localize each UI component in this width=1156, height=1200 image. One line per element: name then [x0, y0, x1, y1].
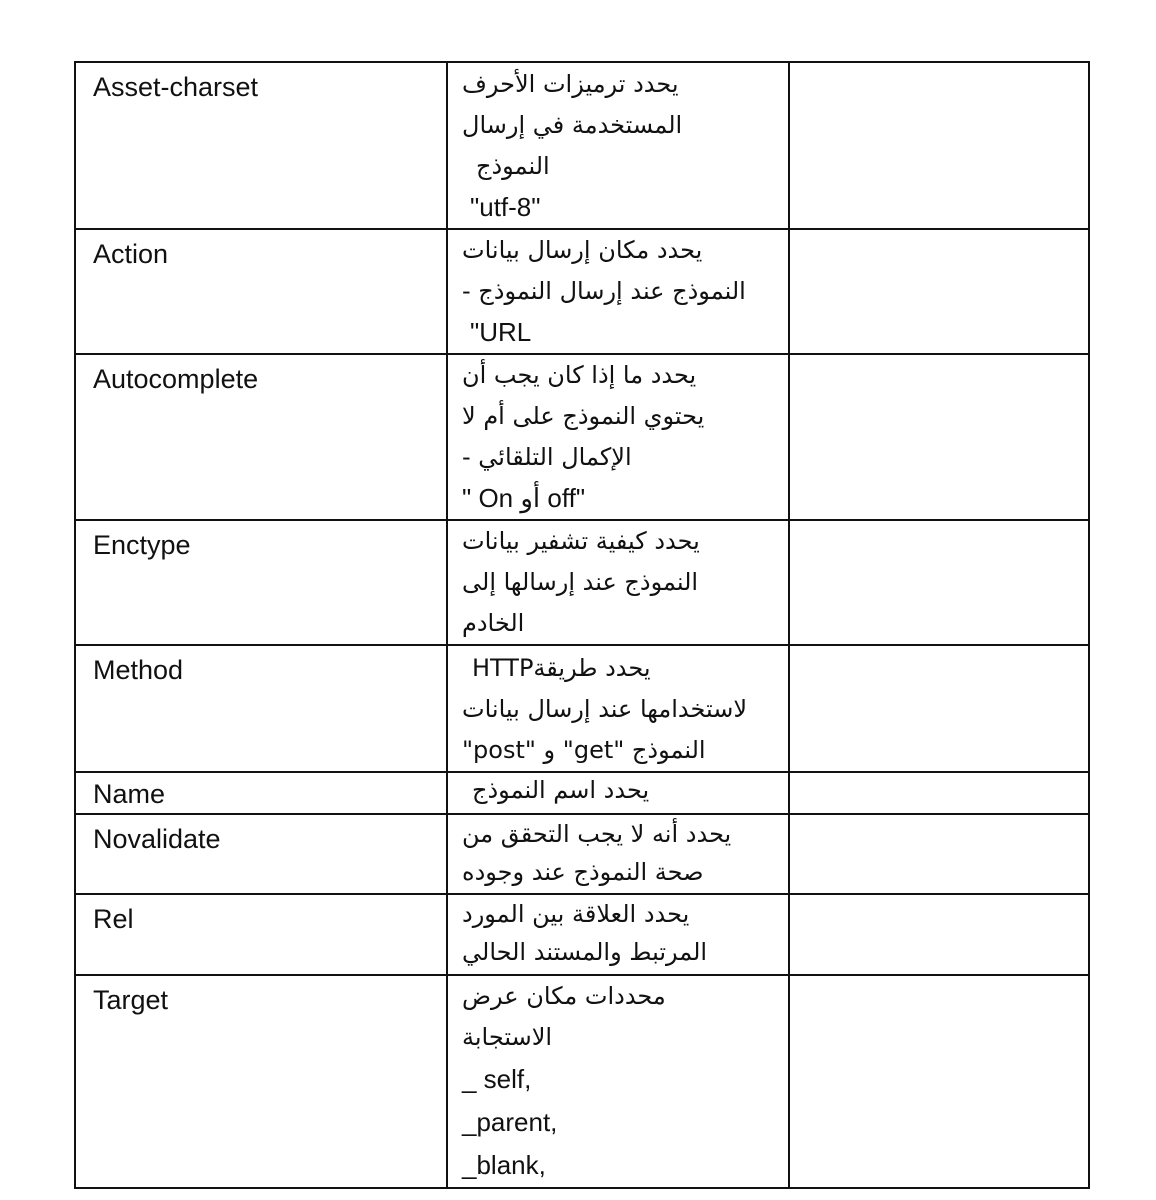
description-line: "URL: [470, 317, 532, 347]
description-line: المستخدمة في إرسال: [462, 111, 683, 139]
description-line: لاستخدامها عند إرسال بيانات: [462, 695, 748, 723]
description-line: المرتبط والمستند الحالي: [462, 938, 708, 966]
attribute-name: Name: [93, 779, 166, 809]
attribute-description-cell: [447, 814, 789, 894]
description-line: _blank,: [462, 1150, 546, 1180]
attribute-name: Target: [93, 985, 169, 1015]
attribute-name-cell: [75, 354, 447, 520]
attribute-name: Rel: [93, 904, 134, 934]
description-line: الخادم: [462, 609, 525, 637]
attribute-description-cell: [447, 520, 789, 645]
attribute-name-cell: [75, 645, 447, 772]
attribute-name: Autocomplete: [93, 364, 259, 394]
attribute-name: Asset-charset: [93, 72, 259, 102]
attribute-description-cell: [447, 229, 789, 354]
empty-cell: [789, 645, 1089, 772]
description-line: _parent,: [462, 1107, 558, 1137]
description-line: النموذج عند إرسال النموذج -: [462, 277, 746, 305]
attribute-description-cell: [447, 62, 789, 229]
description-line: الإكمال التلقائي -: [462, 443, 632, 471]
table-row: [75, 894, 1089, 975]
description-line: "utf-8": [470, 192, 541, 222]
attribute-name-cell: [75, 814, 447, 894]
attribute-name-cell: [75, 229, 447, 354]
attribute-description-cell: [447, 645, 789, 772]
attribute-name: Method: [93, 655, 184, 685]
attribute-name-cell: [75, 62, 447, 229]
description-line: يحدد ما إذا كان يجب أن: [462, 361, 697, 389]
empty-cell: [789, 229, 1089, 354]
description-line: صحة النموذج عند وجوده: [462, 858, 704, 886]
attribute-name-cell: [75, 772, 447, 814]
description-line: يحدد العلاقة بين المورد: [462, 900, 690, 928]
attribute-name: Action: [93, 239, 169, 269]
empty-cell: [789, 894, 1089, 975]
description-line: HTTPيحدد طريقة: [472, 654, 651, 682]
table-row: [75, 520, 1089, 645]
empty-cell: [789, 975, 1089, 1188]
table-row: [75, 772, 1089, 814]
table-row: [75, 975, 1089, 1188]
attribute-name-cell: [75, 894, 447, 975]
description-line: يحدد ترميزات الأحرف: [462, 70, 679, 98]
description-line: النموذج "get" و "post": [462, 736, 706, 764]
table-row: [75, 62, 1089, 229]
attribute-description-cell: [447, 772, 789, 814]
table-row: [75, 354, 1089, 520]
attribute-name-cell: [75, 520, 447, 645]
description-line: _ self,: [462, 1064, 532, 1094]
empty-cell: [789, 62, 1089, 229]
form-attributes-table: [74, 61, 1090, 1189]
description-line: يحدد كيفية تشفير بيانات: [462, 527, 700, 555]
description-line: يحدد مكان إرسال بيانات: [462, 236, 703, 264]
description-line: الاستجابة: [462, 1023, 553, 1051]
attribute-name: Novalidate: [93, 824, 221, 854]
empty-cell: [789, 354, 1089, 520]
empty-cell: [789, 520, 1089, 645]
attribute-description-cell: [447, 354, 789, 520]
description-line: يحدد اسم النموذج: [472, 776, 650, 804]
empty-cell: [789, 814, 1089, 894]
table-row: [75, 645, 1089, 772]
description-line: يحدد أنه لا يجب التحقق من: [462, 820, 732, 848]
description-line: النموذج: [476, 152, 550, 180]
description-line: يحتوي النموذج على أم لا: [462, 402, 705, 430]
description-line: محددات مكان عرض: [462, 982, 666, 1010]
attribute-description-cell: [447, 975, 789, 1188]
attribute-description-cell: [447, 894, 789, 975]
table-row: [75, 229, 1089, 354]
attribute-name: Enctype: [93, 530, 191, 560]
description-line: " On أو off": [462, 483, 586, 513]
attribute-name-cell: [75, 975, 447, 1188]
description-line: النموذج عند إرسالها إلى: [462, 568, 699, 596]
table-row: [75, 814, 1089, 894]
empty-cell: [789, 772, 1089, 814]
